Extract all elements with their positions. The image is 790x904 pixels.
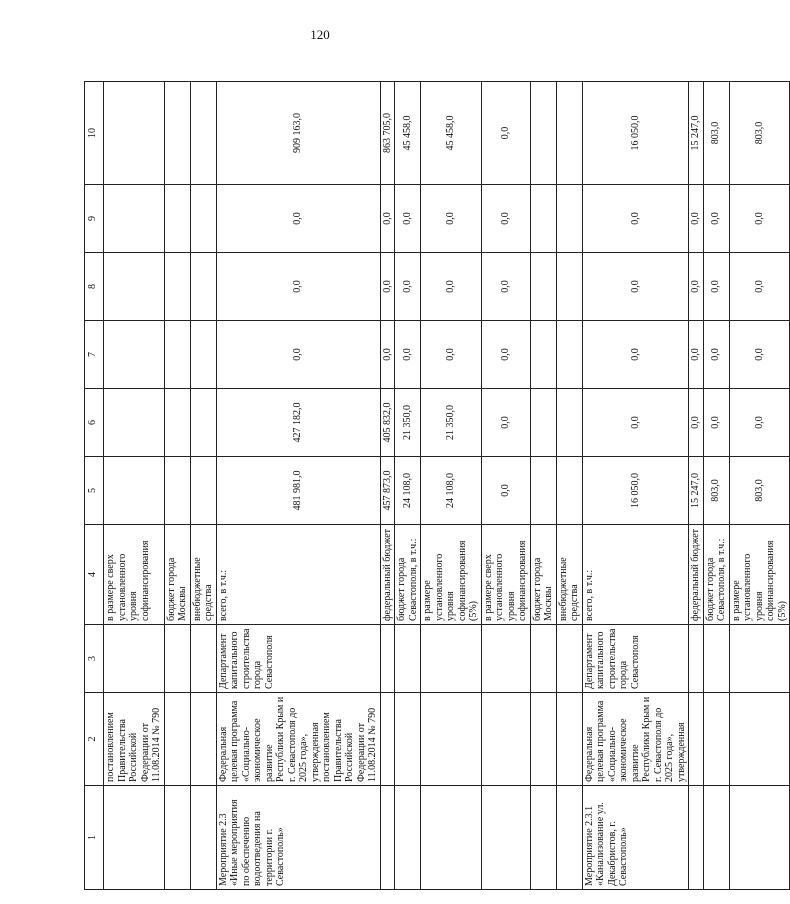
value-total: 45 458,0 — [421, 82, 482, 185]
measure-name — [164, 786, 190, 890]
measure-name — [190, 786, 216, 890]
value-col-5 — [530, 457, 556, 525]
value-col-8: 0,0 — [689, 253, 704, 321]
value-col-6: 405 832,0 — [380, 389, 395, 457]
value-total: 15 247,0 — [689, 82, 704, 185]
funding-source: федеральный бюджет — [380, 525, 395, 625]
value-col-8: 0,0 — [216, 253, 380, 321]
program-basis — [395, 693, 421, 786]
executor — [104, 625, 165, 693]
value-col-6 — [530, 389, 556, 457]
value-col-9 — [530, 185, 556, 253]
executor — [164, 625, 190, 693]
value-col-9: 0,0 — [421, 185, 482, 253]
value-total — [556, 82, 582, 185]
value-col-8: 0,0 — [703, 253, 729, 321]
program-basis — [421, 693, 482, 786]
value-col-9: 0,0 — [216, 185, 380, 253]
column-number: 1 — [85, 786, 104, 890]
value-col-6 — [190, 389, 216, 457]
table-row — [689, 82, 704, 890]
measure-name: Мероприятие 2.3 «Иные мероприятия по обеспечению водоотведения на территории г. Севастополь» — [216, 786, 380, 890]
value-col-6: 0,0 — [481, 389, 530, 457]
measure-name: Мероприятие 2.3.1 «Канализование ул. Декабристов, г. Севастополь» — [582, 786, 689, 890]
value-col-7: 0,0 — [481, 321, 530, 389]
funding-source: в размере установленного уровня софинансирования (5%) — [421, 525, 482, 625]
measure-name — [556, 786, 582, 890]
value-total: 909 163,0 — [216, 82, 380, 185]
value-col-5: 24 108,0 — [421, 457, 482, 525]
value-col-8: 0,0 — [421, 253, 482, 321]
value-col-6: 21 350,0 — [395, 389, 421, 457]
executor — [421, 625, 482, 693]
measure-name — [104, 786, 165, 890]
value-col-7 — [164, 321, 190, 389]
value-col-7: 0,0 — [729, 321, 790, 389]
value-col-6: 21 350,0 — [421, 389, 482, 457]
funding-source: бюджет города Москвы — [164, 525, 190, 625]
value-col-5: 0,0 — [481, 457, 530, 525]
measure-name — [530, 786, 556, 890]
table-row — [164, 82, 190, 890]
measure-name — [729, 786, 790, 890]
value-total — [530, 82, 556, 185]
value-col-8: 0,0 — [395, 253, 421, 321]
funding-source: внебюджетные средства — [556, 525, 582, 625]
program-basis — [190, 693, 216, 786]
funding-source: внебюджетные средства — [190, 525, 216, 625]
table-row — [703, 82, 729, 890]
value-col-7: 0,0 — [216, 321, 380, 389]
funding-source: всего, в т.ч.: — [582, 525, 689, 625]
value-col-5 — [190, 457, 216, 525]
table-row — [395, 82, 421, 890]
table-row — [380, 82, 395, 890]
value-total: 803,0 — [729, 82, 790, 185]
value-col-9: 0,0 — [481, 185, 530, 253]
executor — [190, 625, 216, 693]
program-basis — [380, 693, 395, 786]
funding-source: бюджет города Москвы — [530, 525, 556, 625]
value-total: 863 705,0 — [380, 82, 395, 185]
measure-name — [481, 786, 530, 890]
value-col-7: 0,0 — [582, 321, 689, 389]
value-total — [164, 82, 190, 185]
program-basis — [703, 693, 729, 786]
executor — [703, 625, 729, 693]
value-col-8 — [104, 253, 165, 321]
column-number: 7 — [85, 321, 104, 389]
table-row — [530, 82, 556, 890]
value-col-9 — [556, 185, 582, 253]
value-col-7: 0,0 — [380, 321, 395, 389]
table-row — [729, 82, 790, 890]
value-col-9: 0,0 — [689, 185, 704, 253]
value-col-6: 0,0 — [729, 389, 790, 457]
value-col-8: 0,0 — [380, 253, 395, 321]
column-number: 5 — [85, 457, 104, 525]
value-total — [190, 82, 216, 185]
value-col-7: 0,0 — [421, 321, 482, 389]
program-basis — [689, 693, 704, 786]
value-col-8 — [164, 253, 190, 321]
value-col-8 — [190, 253, 216, 321]
column-number: 9 — [85, 185, 104, 253]
executor — [481, 625, 530, 693]
table-row — [216, 82, 380, 890]
rotated-table-area — [84, 82, 788, 890]
value-total: 0,0 — [481, 82, 530, 185]
table-row — [556, 82, 582, 890]
measure-name — [689, 786, 704, 890]
funding-source: федеральный бюджет — [689, 525, 704, 625]
value-col-9 — [190, 185, 216, 253]
value-col-9 — [104, 185, 165, 253]
executor — [729, 625, 790, 693]
value-col-6: 427 182,0 — [216, 389, 380, 457]
value-col-7: 0,0 — [703, 321, 729, 389]
executor — [395, 625, 421, 693]
page-number: 120 — [310, 27, 330, 42]
column-number: 10 — [85, 82, 104, 185]
program-basis — [530, 693, 556, 786]
program-basis — [729, 693, 790, 786]
value-col-8: 0,0 — [481, 253, 530, 321]
landscape-page — [84, 82, 788, 890]
value-col-7 — [190, 321, 216, 389]
column-number-row — [85, 82, 104, 890]
funding-source: бюджет города Севастополя, в т.ч.: — [703, 525, 729, 625]
executor: Департамент капитального строительства города Севастополя — [216, 625, 380, 693]
value-col-7: 0,0 — [689, 321, 704, 389]
table-row — [481, 82, 530, 890]
value-col-7 — [530, 321, 556, 389]
table-row — [582, 82, 689, 890]
value-total: 45 458,0 — [395, 82, 421, 185]
measure-name — [395, 786, 421, 890]
value-col-6: 0,0 — [703, 389, 729, 457]
value-col-5 — [556, 457, 582, 525]
value-total — [104, 82, 165, 185]
table-row — [421, 82, 482, 890]
measure-name — [703, 786, 729, 890]
value-col-9 — [164, 185, 190, 253]
value-col-6: 0,0 — [582, 389, 689, 457]
funding-source: всего, в т.ч.: — [216, 525, 380, 625]
value-col-6 — [556, 389, 582, 457]
program-basis — [556, 693, 582, 786]
budget-table — [84, 81, 790, 890]
value-col-8 — [556, 253, 582, 321]
value-col-5 — [104, 457, 165, 525]
value-col-8: 0,0 — [582, 253, 689, 321]
value-col-5: 16 050,0 — [582, 457, 689, 525]
funding-source: бюджет города Севастополя, в т.ч.: — [395, 525, 421, 625]
program-basis: постановлением Правительства Российской Федерации от 11.08.2014 № 790 — [104, 693, 165, 786]
value-total: 803,0 — [703, 82, 729, 185]
program-basis: Федеральная целевая программа «Социально-экономическое развитие Республики Крым и г. Севастополя до 2025 года», утвержденная постановлением Правительства Российской Федерации от 11.08.2014 № 790 — [216, 693, 380, 786]
table-row — [104, 82, 165, 890]
executor: Департамент капитального строительства города Севастополя — [582, 625, 689, 693]
value-total: 16 050,0 — [582, 82, 689, 185]
value-col-5: 24 108,0 — [395, 457, 421, 525]
executor — [556, 625, 582, 693]
executor — [380, 625, 395, 693]
program-basis: Федеральная целевая программа «Социально-экономическое развитие Республики Крым и г. Севастополя до 2025 года», утвержденная — [582, 693, 689, 786]
funding-source: в размере установленного уровня софинансирования (5%) — [729, 525, 790, 625]
value-col-9: 0,0 — [395, 185, 421, 253]
value-col-9: 0,0 — [703, 185, 729, 253]
value-col-9: 0,0 — [582, 185, 689, 253]
value-col-5: 457 873,0 — [380, 457, 395, 525]
program-basis — [164, 693, 190, 786]
value-col-5: 803,0 — [729, 457, 790, 525]
column-number: 6 — [85, 389, 104, 457]
value-col-9: 0,0 — [380, 185, 395, 253]
value-col-6 — [104, 389, 165, 457]
value-col-5: 481 981,0 — [216, 457, 380, 525]
funding-source: в размере сверх установленного уровня софинансирования — [481, 525, 530, 625]
measure-name — [421, 786, 482, 890]
value-col-5: 803,0 — [703, 457, 729, 525]
program-basis — [481, 693, 530, 786]
value-col-7 — [556, 321, 582, 389]
column-number: 4 — [85, 525, 104, 625]
value-col-7 — [104, 321, 165, 389]
value-col-8 — [530, 253, 556, 321]
executor — [689, 625, 704, 693]
executor — [530, 625, 556, 693]
value-col-8: 0,0 — [729, 253, 790, 321]
value-col-6 — [164, 389, 190, 457]
table-body — [85, 82, 790, 890]
value-col-6: 0,0 — [689, 389, 704, 457]
column-number: 3 — [85, 625, 104, 693]
table-row — [190, 82, 216, 890]
column-number: 2 — [85, 693, 104, 786]
funding-source: в размере сверх установленного уровня софинансирования — [104, 525, 165, 625]
column-number: 8 — [85, 253, 104, 321]
value-col-5: 15 247,0 — [689, 457, 704, 525]
value-col-7: 0,0 — [395, 321, 421, 389]
value-col-9: 0,0 — [729, 185, 790, 253]
measure-name — [380, 786, 395, 890]
value-col-5 — [164, 457, 190, 525]
